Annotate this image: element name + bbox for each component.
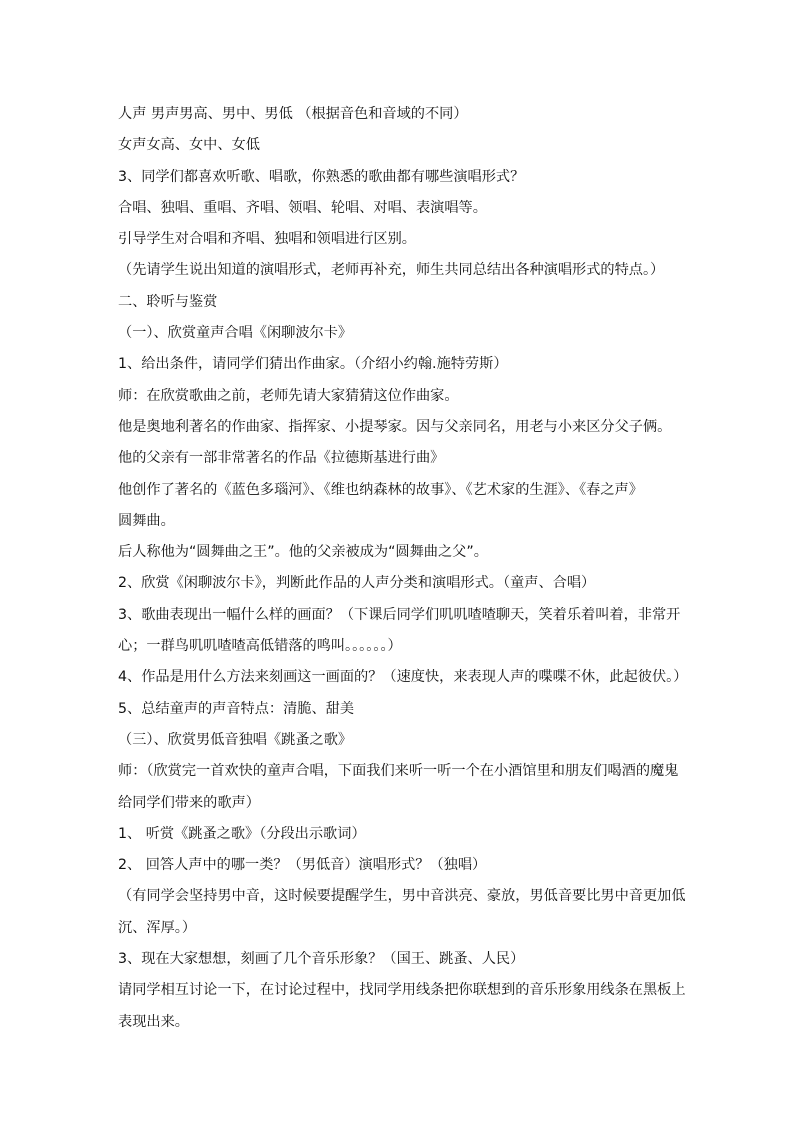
subsection-heading: （一）、欣赏童声合唱《闲聊波尔卡》 — [118, 325, 353, 342]
text-line: 2、 回答人声中的哪一类？（男低音）演唱形式？（独唱） — [118, 857, 487, 874]
text-line: 引导学生对合唱和齐唱、独唱和领唱进行区别。 — [118, 231, 416, 248]
document-body — [118, 99, 688, 1038]
text-line: 沉、浑厚。） — [118, 919, 197, 936]
text-line: 3、同学们都喜欢听歌、唱歌，你熟悉的歌曲都有哪些演唱形式？ — [118, 168, 525, 185]
text-line: 女声女高、女中、女低 — [118, 137, 260, 154]
text-line: 人声 男声男高、男中、男低 （根据音色和音域的不同） — [118, 106, 468, 122]
text-line: 给同学们带来的歌声） — [118, 794, 260, 811]
text-line: 1、 听赏《跳蚤之歌》（分段出示歌词） — [118, 825, 366, 842]
text-line: 5、总结童声的声音特点：清脆、甜美 — [118, 700, 355, 717]
text-line: 2、欣赏《闲聊波尔卡》，判断此作品的人声分类和演唱形式。（童声、合唱） — [118, 575, 596, 592]
text-line: 合唱、独唱、重唱、齐唱、领唱、轮唱、对唱、表演唱等。 — [118, 199, 487, 216]
section-heading: 二、聆听与鉴赏 — [118, 293, 218, 310]
text-line: 请同学相互讨论一下，在讨论过程中，找同学用线条把你联想到的音乐形象用线条在黑板上 — [118, 982, 686, 999]
text-line: 心；一群鸟叽叽喳喳高低错落的鸣叫。。。。。。） — [118, 638, 402, 655]
subsection-heading: （三）、欣赏男低音独唱《跳蚤之歌》 — [118, 731, 353, 748]
text-line: （先请学生说出知道的演唱形式，老师再补充，师生共同总结出各种演唱形式的特点。） — [118, 262, 665, 279]
text-line: （有同学会坚持男中音，这时候要提醒学生，男中音洪亮、豪放，男低音要比男中音更加低 — [118, 888, 686, 905]
text-line: 表现出来。 — [118, 1013, 189, 1030]
text-line: 1、给出条件，请同学们猜出作曲家。（介绍小约翰.施特劳斯） — [118, 356, 508, 373]
text-line: 3、歌曲表现出一幅什么样的画面？（下课后同学们叽叽喳喳聊天，笑着乐着叫着，非常开 — [118, 606, 681, 623]
text-line: 师：在欣赏歌曲之前，老师先请大家猜猜这位作曲家。 — [118, 387, 459, 404]
text-line: 3、现在大家想想，刻画了几个音乐形象？（国王、跳蚤、人民） — [118, 951, 525, 968]
text-line: 他的父亲有一部非常著名的作品《拉德斯基进行曲》 — [118, 450, 445, 467]
text-line: 圆舞曲。 — [118, 512, 175, 529]
text-line: 4、作品是用什么方法来刻画这一画面的？（速度快，来表现人声的喋喋不休，此起彼伏。） — [118, 669, 688, 686]
text-line: 后人称他为“圆舞曲之王”。他的父亲被成为“圆舞曲之父”。 — [118, 544, 488, 561]
text-line: 师：（欣赏完一首欢快的童声合唱，下面我们来听一听一个在小酒馆里和朋友们喝酒的魔鬼 — [118, 763, 679, 780]
text-line: 他创作了著名的《蓝色多瑙河》、《维也纳森林的故事》、《艺术家的生涯》、《春之声》 — [118, 481, 643, 498]
text-line: 他是奥地利著名的作曲家、指挥家、小提琴家。因与父亲同名，用老与小来区分父子俩。 — [118, 418, 672, 435]
